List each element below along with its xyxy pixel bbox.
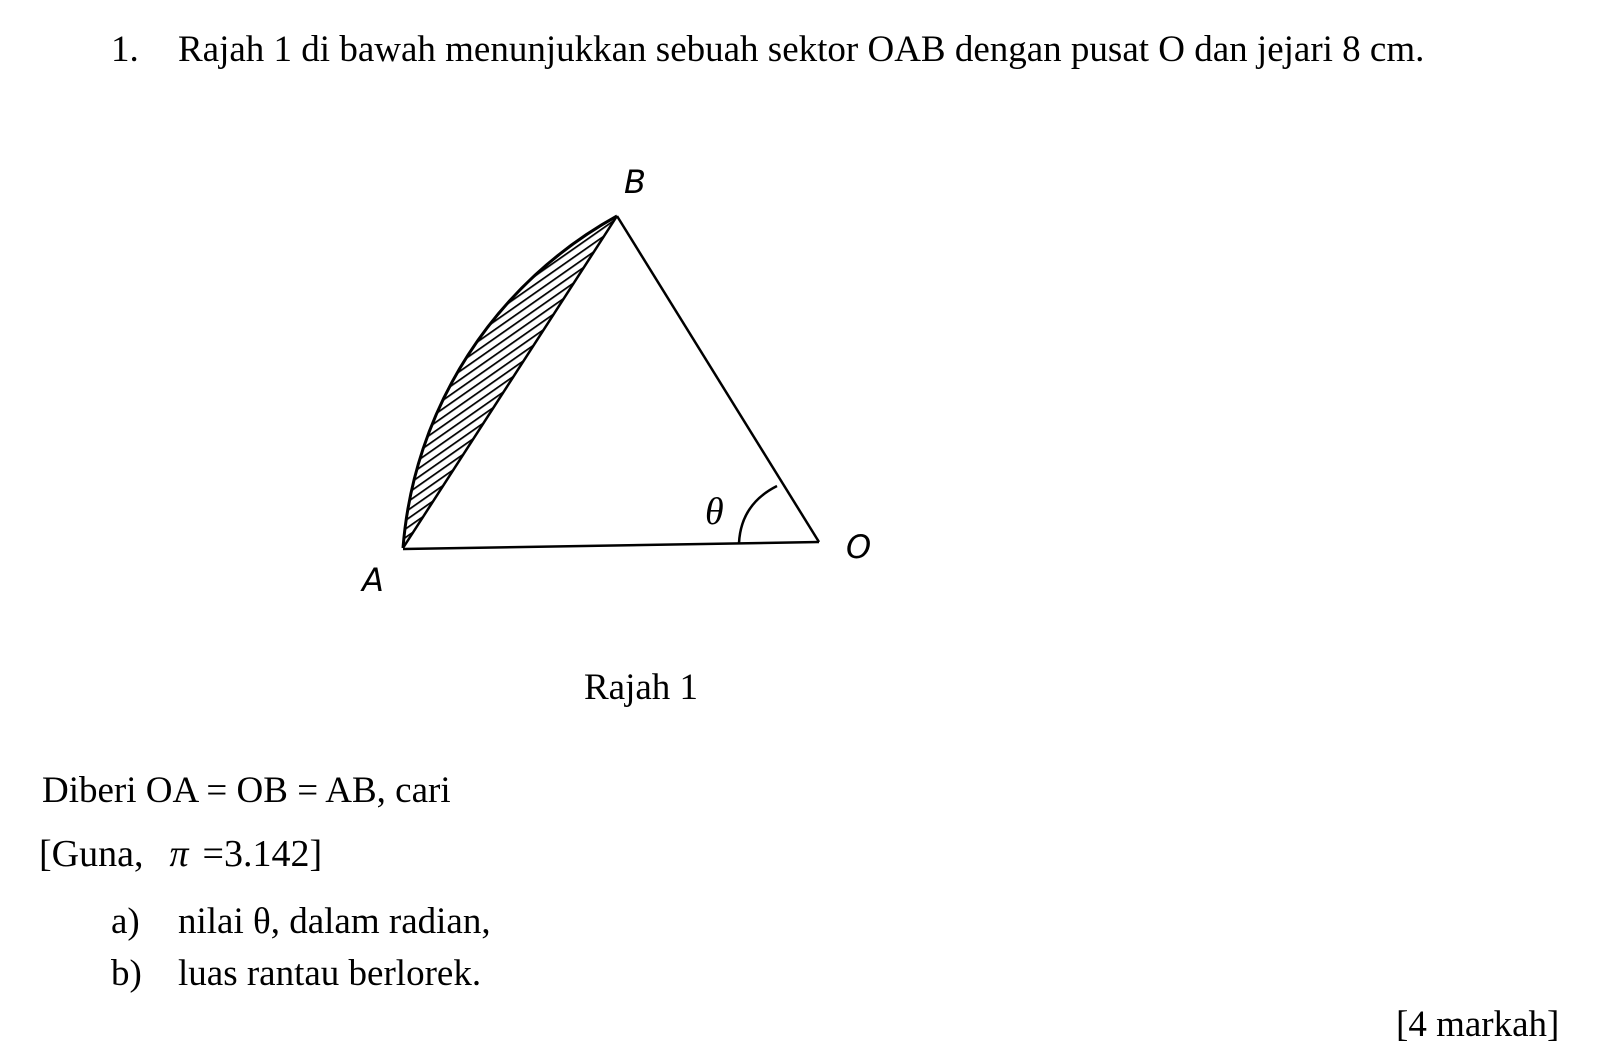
pi-symbol: π bbox=[169, 833, 189, 875]
given-statement: Diberi OA = OB = AB, cari bbox=[42, 770, 451, 811]
point-label-b: B bbox=[624, 163, 646, 201]
question-number: 1. bbox=[111, 29, 139, 70]
point-label-o: O bbox=[846, 528, 872, 566]
pi-value: =3.142] bbox=[202, 833, 323, 875]
question-text: Rajah 1 di bawah menunjukkan sebuah sektor OAB dengan pusat O dan jejari 8 cm. bbox=[178, 29, 1425, 70]
part-b-label: b) bbox=[111, 953, 142, 994]
angle-arc bbox=[739, 486, 777, 543]
angle-theta-label: θ bbox=[705, 491, 724, 533]
point-label-a: A bbox=[362, 561, 384, 599]
figure-caption: Rajah 1 bbox=[584, 667, 699, 708]
part-a-label: a) bbox=[111, 901, 140, 942]
part-a-text: nilai θ, dalam radian, bbox=[178, 901, 491, 942]
part-b-text: luas rantau berlorek. bbox=[178, 953, 482, 994]
use-pi-prefix: [Guna, bbox=[39, 833, 144, 875]
marks-label: [4 markah] bbox=[1396, 1004, 1560, 1045]
use-pi-note bbox=[39, 835, 322, 873]
radius-oa bbox=[403, 542, 819, 549]
chord-ab bbox=[403, 216, 617, 548]
